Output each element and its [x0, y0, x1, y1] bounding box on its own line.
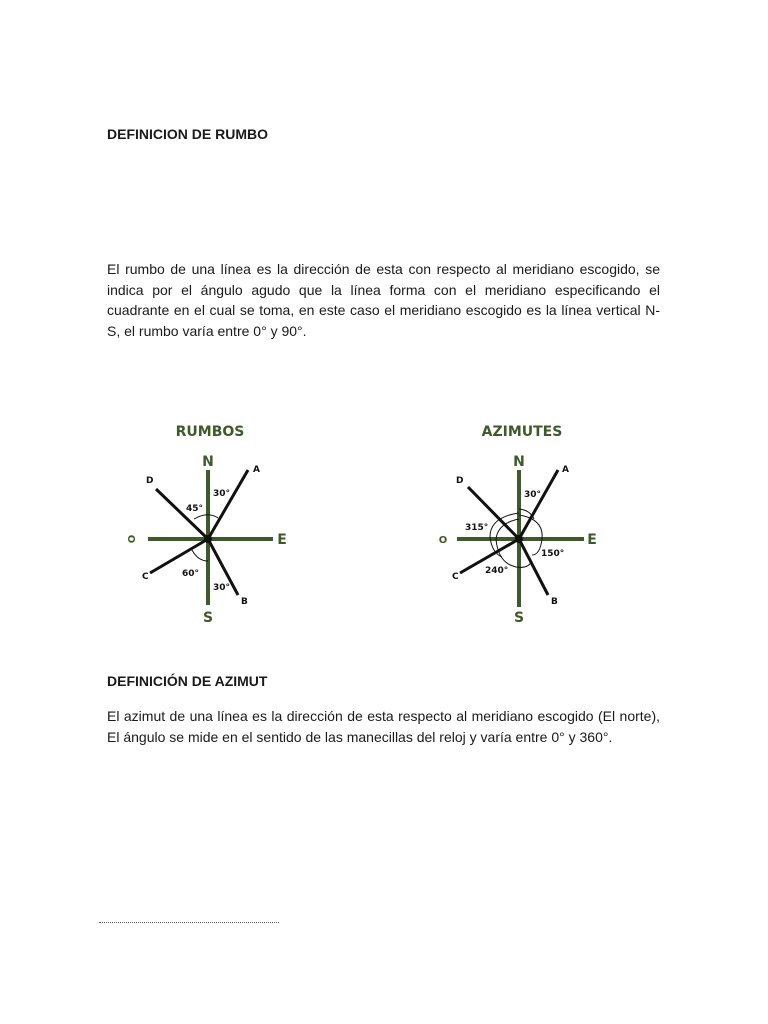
point-b-label: B: [551, 597, 558, 607]
angle-d-label: 315°: [465, 523, 489, 533]
rumbos-diagram-svg: [118, 415, 298, 630]
line-a: [208, 470, 248, 539]
south-label: S: [202, 610, 214, 626]
east-label: E: [587, 532, 597, 548]
azimutes-title: AZIMUTES: [481, 424, 563, 440]
point-d-label: D: [146, 476, 154, 486]
angle-c-label: 240°: [485, 566, 509, 576]
west-label: O: [125, 534, 136, 544]
line-a: [519, 470, 558, 539]
azimutes-diagram-svg: [432, 415, 602, 630]
point-d-label: D: [456, 476, 464, 486]
point-c-label: C: [142, 572, 149, 582]
paragraph-azimut: El azimut de una línea es la dirección de esta respecto al meridiano escogido (El norte), El ángulo se mide en el sentido de las manecillas del reloj y varía entre 0° y 360°.: [107, 708, 660, 745]
west-label: O: [438, 535, 448, 546]
north-label: N: [513, 454, 525, 470]
angle-a-label: 30°: [213, 489, 231, 499]
arc-60: [192, 550, 208, 561]
angle-b-label: 150°: [541, 549, 565, 559]
south-label: S: [513, 610, 525, 626]
rumbos-title: RUMBOS: [175, 424, 245, 440]
point-b-label: B: [241, 597, 248, 607]
angle-d-label: 45°: [186, 504, 204, 514]
rumbos-diagram: [118, 415, 298, 630]
angle-a-label: 30°: [524, 490, 542, 500]
point-c-label: C: [452, 572, 459, 582]
origin-point: [204, 535, 212, 543]
point-a-label: A: [253, 465, 260, 475]
line-d: [156, 489, 208, 539]
angle-b-label: 30°: [213, 583, 231, 593]
east-label: E: [277, 532, 287, 548]
footnote-separator: [99, 922, 279, 923]
heading-definicion-azimut: DEFINICIÓN DE AZIMUT: [107, 673, 268, 689]
origin-point: [515, 535, 523, 543]
line-c: [150, 539, 208, 573]
paragraph-rumbo: El rumbo de una línea es la dirección de esta con respecto al meridiano escogido, se indica por el ángulo agudo que la línea forma con el meridiano especificando el cuadrante en el cual se toma, en este caso el meridiano escogido es la línea vertical N-S, el rumbo varía entre 0° y 90°.: [107, 261, 660, 339]
azimutes-diagram: [432, 415, 602, 630]
north-label: N: [202, 454, 214, 470]
angle-c-label: 60°: [182, 569, 200, 579]
heading-definicion-rumbo: DEFINICION DE RUMBO: [107, 126, 268, 142]
point-a-label: A: [562, 465, 569, 475]
